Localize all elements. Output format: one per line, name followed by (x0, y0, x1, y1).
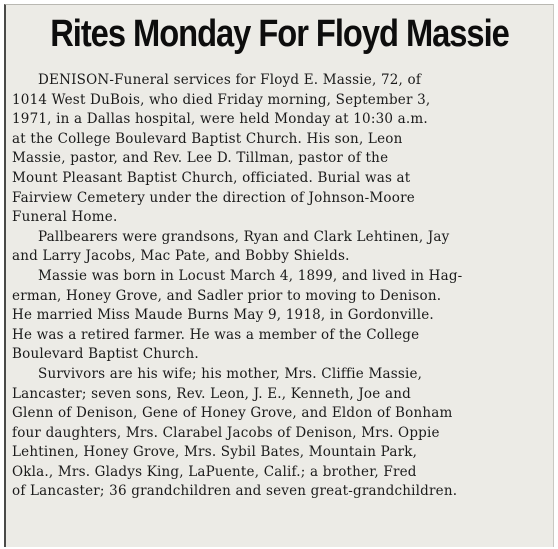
article-line: Mount Pleasant Baptist Church, officiated. Burial was at (12, 169, 411, 186)
article-line: DENISON-Funeral services for Floyd E. Massie, 72, of (38, 72, 422, 88)
article-line: 1014 West DuBois, who died Friday morning, September 3, (12, 91, 431, 108)
headline: Rites Monday For Floyd Massie (50, 13, 509, 55)
article-line: Lancaster; seven sons, Rev. Leon, J. E., Kenneth, Joe and (12, 385, 411, 402)
article-line: Okla., Mrs. Gladys King, LaPuente, Calif.; a brother, Fred (12, 463, 417, 480)
article-line: Glenn of Denison, Gene of Honey Grove, and Eldon of Bonham (12, 405, 453, 422)
article-line: four daughters, Mrs. Clarabel Jacobs of Denison, Mrs. Oppie (12, 424, 440, 441)
article-line: erman, Honey Grove, and Sadler prior to moving to Denison. (12, 287, 442, 304)
article-line: Fairview Cemetery under the direction of Johnson-Moore (12, 189, 415, 206)
article-line: Survivors are his wife; his mother, Mrs. Cliffie Massie, (38, 365, 423, 382)
newspaper-clipping (4, 4, 554, 547)
article-line: He was a retired farmer. He was a member of the College (12, 326, 420, 343)
article-line: of Lancaster; 36 grandchildren and seven great-grandchildren. (12, 483, 458, 500)
article-line: Lehtinen, Honey Grove, Mrs. Sybil Bates, Mountain Park, (12, 444, 418, 461)
article-line: Boulevard Baptist Church. (12, 346, 199, 363)
article-line: Massie, pastor, and Rev. Lee D. Tillman, pastor of the (12, 150, 389, 167)
article-line: Pallbearers were grandsons, Ryan and Clark Lehtinen, Jay (38, 228, 450, 245)
article-body (12, 71, 554, 502)
article-line: Funeral Home. (12, 209, 118, 226)
article-line: Massie was born in Locust March 4, 1899, and lived in Hag- (38, 267, 463, 284)
article-line: and Larry Jacobs, Mac Pate, and Bobby Shields. (12, 248, 350, 265)
article-line: 1971, in a Dallas hospital, were held Monday at 10:30 a.m. (12, 111, 428, 128)
article-line: He married Miss Maude Burns May 9, 1918, in Gordonville. (12, 307, 434, 324)
article-line: at the College Boulevard Baptist Church. His son, Leon (12, 130, 403, 147)
